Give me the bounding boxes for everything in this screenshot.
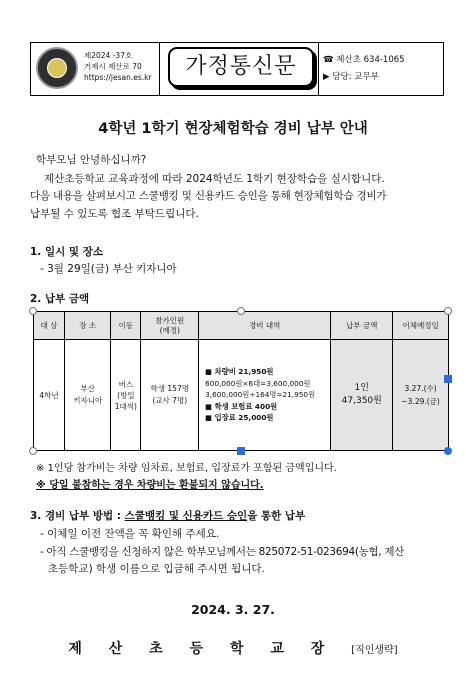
amount-per-person-label: 1인 (354, 383, 369, 393)
section3-item-1: - 이체일 이전 잔액을 꼭 확인해 주세요. (40, 528, 220, 540)
principal-signature (0, 638, 466, 658)
resize-handle-bottom-middle[interactable] (237, 447, 245, 455)
signature-text: 제 산 초 등 학 교 장 (68, 641, 336, 657)
section3-heading-prefix: 3. 경비 납부 방법 : (30, 510, 125, 522)
cell-target: 4학년 (34, 340, 65, 451)
issue-date: 2024. 3. 27. (191, 602, 275, 617)
detail-bus-fee: ■ 차량비 21,950원 (205, 367, 274, 377)
col-header-place: 장 소 (64, 312, 110, 340)
col-header-target: 대 상 (34, 312, 65, 340)
section3-item-2: - 아직 스쿨뱅킹을 신청하지 않은 학부모님께서는 825072-51-023694(농협, 제산 (40, 546, 405, 558)
stamp-note: [직인생략] (351, 645, 398, 656)
resize-handle-top-right[interactable] (444, 307, 452, 315)
detail-bus-per-person: 3,600,000원÷164명=21,950원 (205, 390, 316, 400)
cell-participants: 학생 157명 (교사 7명) (141, 340, 199, 451)
section3-heading (30, 508, 305, 523)
school-url[interactable]: https://jesan.es.kr (84, 73, 152, 82)
transfer-end: ~3.29.(금) (401, 397, 440, 406)
section3-heading-method: 스쿨뱅킹 및 신용카드 승인 (124, 510, 248, 522)
col-header-transfer-date: 이체예정일 (393, 312, 449, 340)
intro-line-1: 제산초등학교 교육과정에 따라 2024학년도 1학기 현장학습을 실시합니다. (44, 173, 385, 185)
detail-bus-total: 600,000원×6대=3,600,000원 (205, 378, 311, 388)
col-header-transport: 이동 (111, 312, 141, 340)
contact-dept: ▶ 담당: 교무부 (323, 72, 379, 82)
table-row (34, 340, 449, 451)
intro-line-2: 다음 내용을 살펴보시고 스쿨뱅킹 및 신용카드 승인을 통해 현장체험학습 경비가 (30, 190, 387, 202)
detail-admission: ■ 입장료 25,000원 (205, 413, 274, 423)
resize-handle-bottom-left[interactable] (29, 447, 37, 455)
col-header-details: 경비 내역 (199, 312, 331, 340)
cell-amount (331, 340, 393, 451)
section1-item: - 3월 29일(금) 부산 키자니아 (40, 263, 177, 275)
school-emblem-icon (36, 47, 78, 89)
resize-handle-top-left[interactable] (29, 307, 37, 315)
resize-handle-top-middle[interactable] (237, 307, 245, 315)
section1-heading: 1. 일시 및 장소 (30, 246, 103, 258)
col-header-amount: 납부 금액 (331, 312, 393, 340)
resize-handle-bottom-right[interactable] (444, 447, 452, 455)
cell-details (199, 340, 331, 451)
cell-place: 부산 키자니아 (64, 340, 110, 451)
resize-handle-right-middle[interactable] (444, 375, 452, 383)
amount-value: 47,350원 (341, 396, 382, 406)
doc-number: 제2024 -37호 (84, 51, 133, 60)
transfer-start: 3.27.(수) (404, 384, 437, 393)
detail-insurance: ■ 학생 보험료 400원 (205, 401, 278, 411)
section3-heading-suffix: 을 통한 납부 (247, 510, 306, 522)
fee-table (33, 311, 449, 451)
document-title: 4학년 1학기 현장체험학습 경비 납부 안내 (98, 121, 368, 137)
section2-heading: 2. 납부 금액 (30, 293, 90, 305)
school-phone: ☎ 제산초 634-1065 (323, 55, 405, 65)
cell-transport: 버스 (방밀 1대씩) (111, 340, 141, 451)
section3-item-3: 초등학교) 학생 이름으로 입금해 주시면 됩니다. (48, 563, 265, 575)
newsletter-title: 가정통신문 (168, 47, 314, 87)
greeting: 학부모님 안녕하십니까? (36, 154, 147, 166)
col-header-participants: 참가인원 (예정) (141, 312, 199, 340)
note-fee-included: ※ 1인당 참가비는 차량 임차료, 보험료, 입장료가 포함된 금액입니다. (36, 463, 337, 474)
cell-transfer-date (393, 340, 449, 451)
intro-line-3: 납부될 수 있도록 협조 부탁드립니다. (30, 208, 199, 220)
school-address: 거제시 제산로 70 (84, 62, 142, 71)
note-no-refund: ※ 당일 불참하는 경우 차량비는 환불되지 않습니다. (36, 480, 264, 491)
